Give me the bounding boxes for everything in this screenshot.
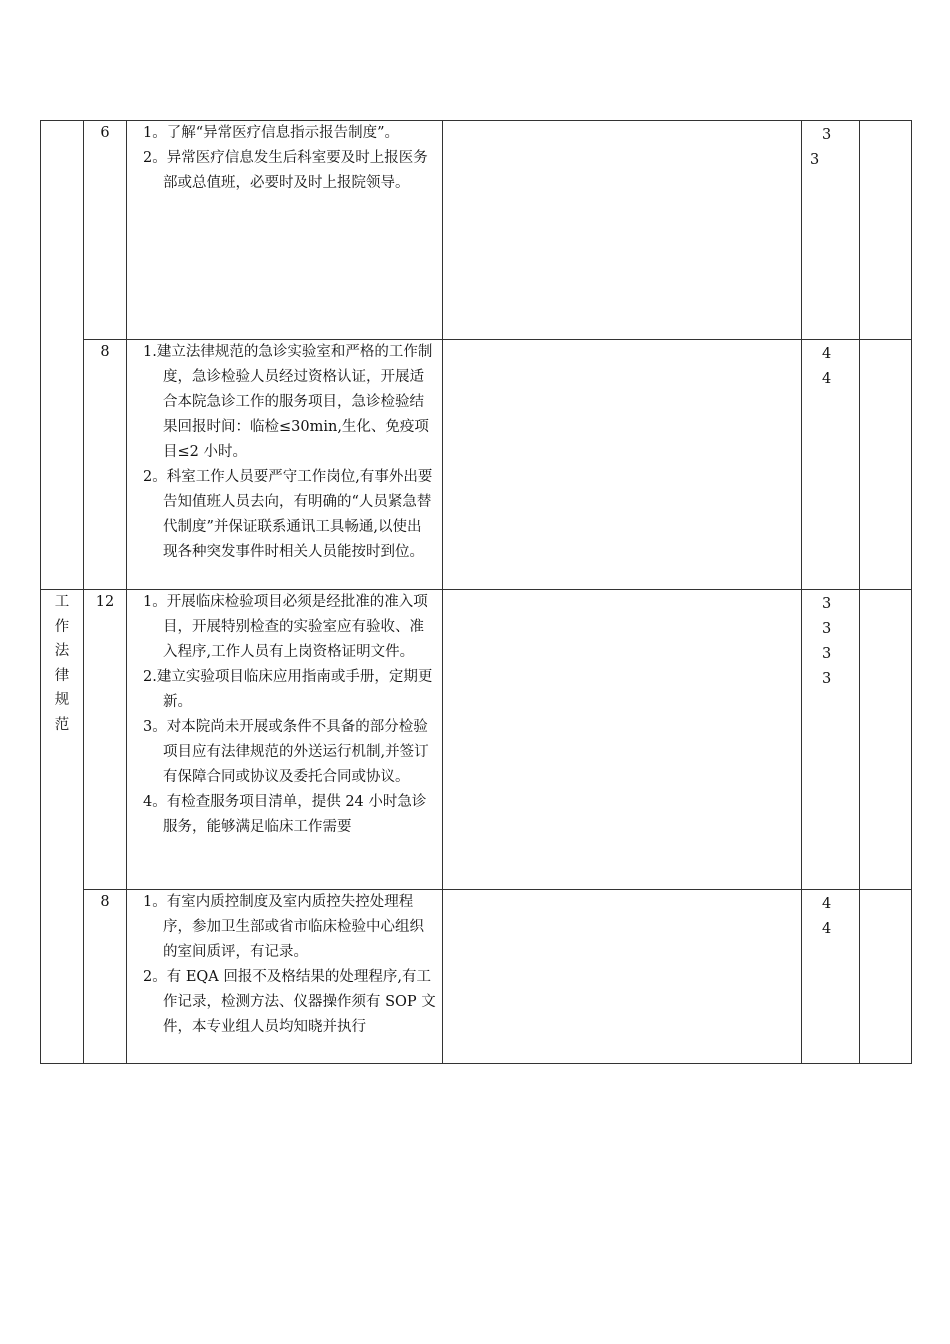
points-cell: 8 bbox=[84, 340, 127, 590]
table-row bbox=[41, 890, 912, 1064]
method-cell bbox=[443, 590, 802, 890]
list-item: 1。开展临床检验项目必须是经批准的准入项目，开展特别检查的实验室应有验收、准入程序,工作人员有上岗资格证明文件。 bbox=[143, 594, 428, 660]
points-cell: 12 bbox=[84, 590, 127, 890]
list-item: 4。有检查服务项目清单，提供 24 小时急诊服务，能够满足临床工作需要 bbox=[143, 794, 427, 835]
remark-cell bbox=[860, 340, 912, 590]
requirements-cell bbox=[127, 121, 443, 340]
method-cell bbox=[443, 121, 802, 340]
list-item: 2。科室工作人员要严守工作岗位,有事外出要告知值班人员去向，有明确的“人员紧急替代制度”并保证联系通讯工具畅通,以使出现各种突发事件时相关人员能按时到位。 bbox=[143, 469, 433, 560]
list-item: 2。有 EQA 回报不及格结果的处理程序,有工作记录，检测方法、仪器操作须有 SOP 文件，本专业组人员均知晓并执行 bbox=[143, 969, 436, 1035]
score-value: 3 bbox=[822, 596, 832, 612]
score-value: 3 bbox=[822, 621, 832, 637]
category-cell bbox=[41, 590, 84, 1064]
score-value: 4 bbox=[822, 921, 832, 937]
score-value: 3 bbox=[822, 646, 832, 662]
score-value: 4 bbox=[822, 346, 832, 362]
list-item: 1。有室内质控制度及室内质控失控处理程序，参加卫生部或省市临床检验中心组织的室间质评，有记录。 bbox=[143, 894, 424, 960]
remark-cell bbox=[860, 590, 912, 890]
score-cell bbox=[802, 890, 860, 1064]
list-item: 2。异常医疗信息发生后科室要及时上报医务部或总值班，必要时及时上报院领导。 bbox=[143, 150, 428, 191]
list-item: 1.建立法律规范的急诊实验室和严格的工作制度，急诊检验人员经过资格认证，开展适合本院急诊工作的服务项目，急诊检验结果回报时间：临检≤30min,生化、免疫项目≤2 小时。 bbox=[143, 344, 433, 460]
score-value: 4 bbox=[822, 896, 832, 912]
score-value: 4 bbox=[822, 371, 832, 387]
score-cell bbox=[802, 121, 860, 340]
evaluation-table bbox=[40, 120, 912, 1064]
list-item: 1。了解“异常医疗信息指示报告制度”。 bbox=[143, 125, 400, 141]
method-cell bbox=[443, 340, 802, 590]
points-cell: 8 bbox=[84, 890, 127, 1064]
remark-cell bbox=[860, 121, 912, 340]
table-row bbox=[41, 590, 912, 890]
requirements-cell bbox=[127, 890, 443, 1064]
table-row bbox=[41, 121, 912, 340]
requirements-cell bbox=[127, 340, 443, 590]
score-value: 3 bbox=[822, 671, 832, 687]
table-row bbox=[41, 340, 912, 590]
list-item: 2.建立实验项目临床应用指南或手册，定期更新。 bbox=[143, 669, 433, 710]
score-cell bbox=[802, 340, 860, 590]
category-cell-empty bbox=[41, 121, 84, 590]
category-label: 工作法律规范 bbox=[54, 594, 70, 733]
points-cell: 6 bbox=[84, 121, 127, 340]
list-item: 3。对本院尚未开展或条件不具备的部分检验项目应有法律规范的外送运行机制,并签订有保障合同或协议及委托合同或协议。 bbox=[143, 719, 429, 785]
score-value: 3 bbox=[810, 152, 820, 168]
method-cell bbox=[443, 890, 802, 1064]
score-cell bbox=[802, 590, 860, 890]
remark-cell bbox=[860, 890, 912, 1064]
score-value: 3 bbox=[822, 127, 832, 143]
requirements-cell bbox=[127, 590, 443, 890]
